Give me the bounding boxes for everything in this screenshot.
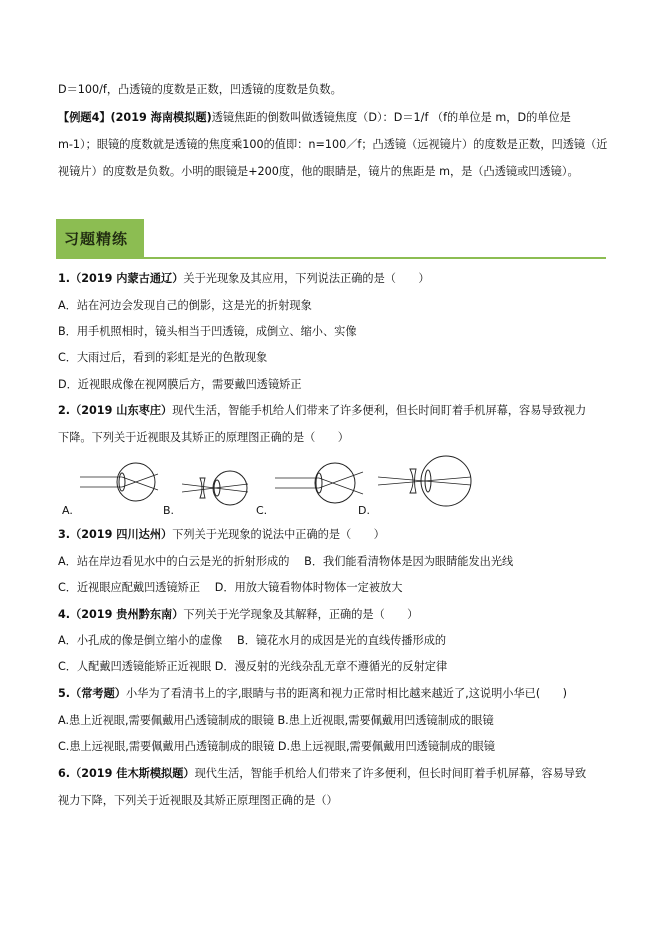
q4-stem — [58, 608, 418, 622]
q5-options-cd: C.患上远视眼,需要佩戴用凸透镜制成的眼镜 D.患上远视眼,需要佩戴用凹透镜制成的眼镜 — [58, 740, 495, 753]
q2-tag: 2.（2019 山东枣庄） — [58, 404, 173, 417]
q3-text: 下列关于光现象的说法中正确的是（ ） — [172, 528, 385, 541]
q1-tag: 1.（2019 内蒙古通辽） — [58, 272, 184, 285]
option-a-label: A. — [62, 504, 73, 517]
q4-options-cd: C．人配戴凹透镜能矫正近视眼 D．漫反射的光线杂乱无章不遵循光的反射定律 — [58, 660, 448, 673]
example-4-line — [58, 111, 571, 125]
q5-tag: 5.（常考题） — [58, 687, 126, 700]
section-divider — [56, 257, 606, 259]
q6-stem-2: 视力下降，下列关于近视眼及其矫正原理图正确的是（） — [58, 794, 338, 807]
q2-text: 现代生活，智能手机给人们带来了许多便利，但长时间盯着手机屏幕，容易导致视力 — [172, 404, 587, 417]
q1-text: 关于光现象及其应用，下列说法正确的是（ ） — [183, 272, 430, 285]
q5-options-ab: A.患上近视眼,需要佩戴用凸透镜制成的眼镜 B.患上近视眼,需要佩戴用凹透镜制成的眼镜 — [58, 714, 494, 727]
q2-stem — [58, 404, 586, 418]
q5-stem — [58, 687, 567, 701]
example-text: 透镜焦距的倒数叫做透镜焦度（D）：D＝1/f （f的单位是 m，D的单位是 — [211, 111, 571, 124]
intro-line-3: m-1）；眼镜的度数就是透镜的焦度乘100的值即：n=100／f；凸透镜（远视镜片）的度数是正数，凹透镜（近 — [58, 138, 608, 151]
q1-option-d: D．近视眼成像在视网膜后方，需要戴凹透镜矫正 — [58, 378, 302, 391]
q1-stem — [58, 272, 430, 286]
q1-option-b: B．用手机照相时，镜头相当于凹透镜，成倒立、缩小、实像 — [58, 325, 357, 338]
intro-line-4: 视镜片）的度数是负数。小明的眼镜是+200度，他的眼睛是，镜片的焦距是 m，是（凸透镜或凹透镜）。 — [58, 165, 579, 178]
example-tag: 【例题4】(2019 海南模拟题) — [58, 111, 212, 124]
q3-stem — [58, 528, 385, 542]
q3-options-cd: C．近视眼应配戴凹透镜矫正 D．用放大镜看物体时物体一定被放大 — [58, 581, 403, 594]
q4-text: 下列关于光学现象及其解释，正确的是（ ） — [183, 608, 419, 621]
intro-line-1: D＝100/f，凸透镜的度数是正数，凹透镜的度数是负数。 — [58, 83, 342, 96]
q6-text: 现代生活，智能手机给人们带来了许多便利，但长时间盯着手机屏幕，容易导致 — [194, 767, 587, 780]
eye-diagram-a — [80, 462, 160, 502]
section-title: 习题精练 — [64, 230, 129, 248]
eye-diagram-c — [275, 462, 365, 504]
q2-stem-2: 下降。下列关于近视眼及其矫正的原理图正确的是（ ） — [58, 431, 349, 444]
eye-diagram-d — [378, 455, 473, 507]
q3-tag: 3.（2019 四川达州） — [58, 528, 173, 541]
q4-tag: 4.（2019 贵州黔东南） — [58, 608, 184, 621]
option-d-label: D. — [358, 504, 370, 517]
q1-option-a: A．站在河边会发现自己的倒影，这是光的折射现象 — [58, 299, 312, 312]
eye-diagram-b — [182, 470, 252, 506]
option-c-label: C. — [256, 504, 268, 517]
q5-text: 小华为了看清书上的字,眼睛与书的距离和视力正常时相比越来越近了,这说明小华已( ) — [125, 687, 567, 700]
q3-options-ab: A．站在岸边看见水中的白云是光的折射形成的 B．我们能看清物体是因为眼睛能发出光线 — [58, 555, 514, 568]
q6-stem — [58, 767, 586, 781]
q1-option-c: C．大雨过后，看到的彩虹是光的色散现象 — [58, 351, 268, 364]
q6-tag: 6.（2019 佳木斯模拟题） — [58, 767, 195, 780]
q4-options-ab: A．小孔成的像是倒立缩小的虚像 B．镜花水月的成因是光的直线传播形成的 — [58, 634, 447, 647]
section-banner — [56, 219, 144, 257]
option-b-label: B. — [163, 504, 175, 517]
